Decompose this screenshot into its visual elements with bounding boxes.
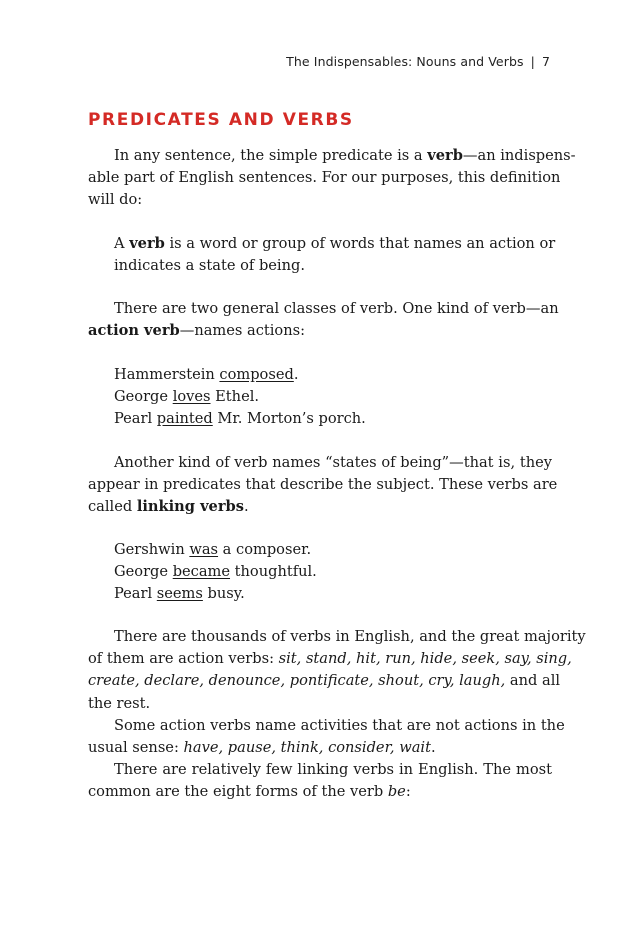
text-line (114, 233, 556, 255)
text-run: is a word or group of words that names an action or (164, 235, 556, 252)
underlined-verb: seems (156, 585, 203, 603)
underlined-verb: composed (219, 366, 294, 383)
text-run: George (114, 563, 173, 581)
text-run: Hammerstein (114, 366, 220, 383)
italic-verb-list: sit, stand, hit, run, hide, seek, say, sing, (278, 650, 572, 668)
section-heading: PREDICATES AND VERBS (88, 110, 354, 130)
running-head-title: The Indispensables: Nouns and Verbs (286, 54, 524, 69)
text-line: There are relatively few linking verbs in English. The most (114, 761, 552, 779)
text-run: A (114, 235, 130, 252)
example-sentence (114, 539, 552, 561)
example-list-action (88, 364, 552, 431)
text-line (88, 496, 552, 518)
text-run: Ethel. (210, 388, 260, 406)
text-line: the rest. (88, 694, 151, 712)
text-run: a composer. (218, 541, 312, 558)
example-sentence (114, 408, 552, 430)
example-sentence (114, 561, 552, 583)
text-line: will do: (88, 191, 143, 209)
example-sentence (114, 386, 552, 408)
example-sentence (114, 364, 552, 386)
text-line: Another kind of verb names “states of being”—that is, they (114, 454, 552, 471)
term-verb: verb (427, 147, 463, 164)
text-run: Gershwin (114, 541, 190, 558)
text-run: Pearl (114, 585, 157, 603)
running-head (286, 54, 550, 69)
underlined-verb: painted (156, 410, 213, 428)
underlined-verb: was (189, 541, 219, 558)
definition-block (88, 233, 556, 277)
text-line (88, 670, 561, 692)
text-run: common are the eight forms of the verb (88, 783, 388, 801)
underlined-verb: loves (172, 388, 211, 406)
text-line: appear in predicates that describe the subject. These verbs are (88, 476, 558, 494)
text-run: of them are action verbs: (88, 650, 279, 668)
text-run: and all (505, 672, 561, 690)
page-number: 7 (541, 54, 550, 69)
paragraph-linking-verbs (88, 452, 558, 519)
text-run: . (293, 366, 299, 383)
text-run: Pearl (114, 410, 157, 428)
paragraph-verb-examples (88, 626, 586, 804)
text-line: indicates a state of being. (114, 257, 305, 275)
text-line (88, 320, 552, 342)
text-run: —an indispens- (462, 147, 576, 164)
text-run: George (114, 388, 173, 406)
text-run: busy. (202, 585, 245, 603)
example-sentence (114, 583, 552, 605)
text-run: thoughtful. (230, 563, 317, 581)
text-run: . (430, 739, 436, 757)
text-line (88, 145, 576, 167)
example-list-linking (88, 539, 552, 606)
term-verb: verb (129, 235, 165, 252)
text-run: Mr. Morton’s porch. (212, 410, 366, 428)
text-run: . (243, 498, 249, 516)
text-run: : (405, 783, 411, 801)
term-action-verb: action verb (88, 322, 180, 340)
paragraph-action-verbs (88, 298, 559, 342)
text-run: usual sense: (88, 739, 184, 757)
text-line (88, 781, 552, 803)
underlined-verb: became (172, 563, 231, 581)
text-run: —names actions: (179, 322, 306, 340)
term-linking-verbs: linking verbs (136, 498, 244, 516)
text-line: There are thousands of verbs in English, and the great majority (114, 628, 586, 645)
text-run: called (88, 498, 137, 516)
text-line (88, 737, 552, 759)
italic-verb-list: have, pause, think, consider, wait (183, 739, 431, 757)
text-line (88, 648, 572, 670)
text-run: In any sentence, the simple predicate is a (114, 147, 428, 164)
italic-verb-be: be (387, 783, 406, 801)
text-line: There are two general classes of verb. One kind of verb—an (114, 300, 559, 317)
paragraph-intro (88, 145, 576, 212)
running-head-separator: | (530, 54, 535, 69)
text-line: able part of English sentences. For our purposes, this definition (88, 169, 561, 187)
italic-verb-list: create, declare, denounce, pontificate, shout, cry, laugh, (88, 672, 506, 690)
text-line: Some action verbs name activities that are not actions in the (114, 716, 565, 734)
